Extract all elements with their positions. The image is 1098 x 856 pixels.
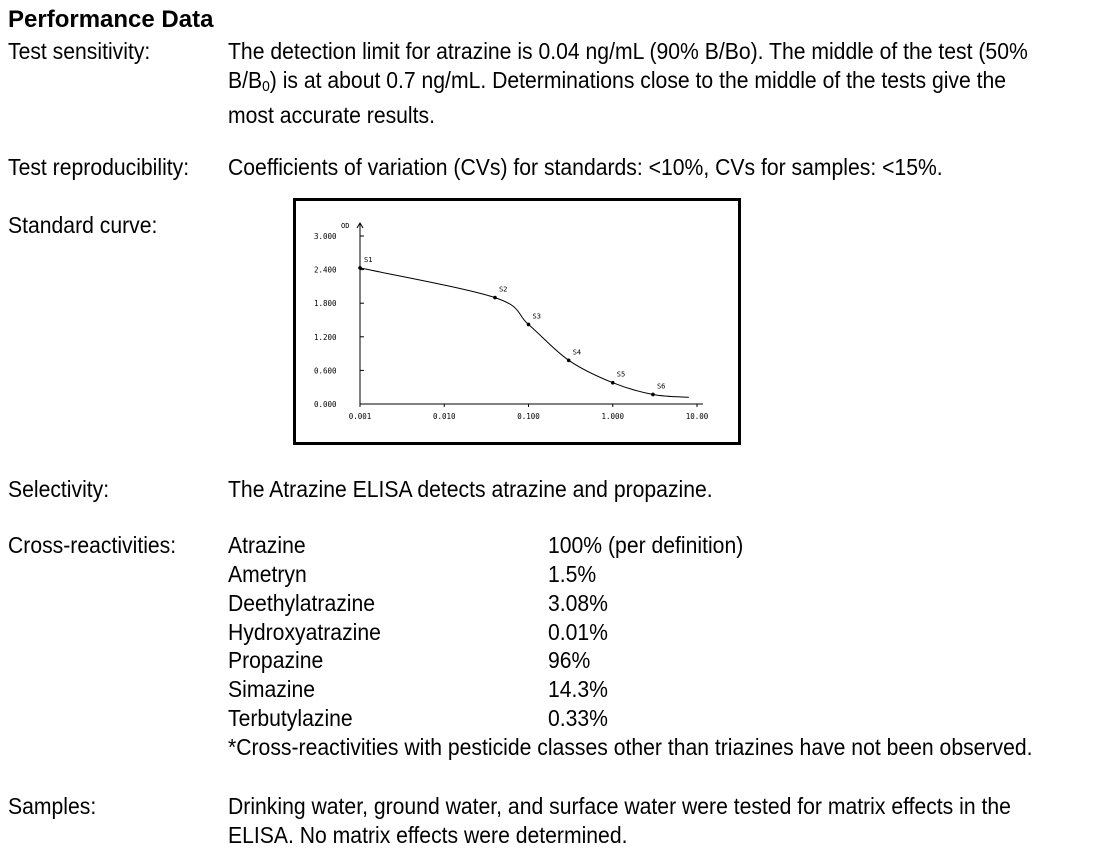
cross-reactivity-name: Hydroxyatrazine <box>228 619 381 645</box>
y-tick-label: 3.000 <box>314 232 337 241</box>
cross-reactivity-name: Deethylatrazine <box>228 590 376 616</box>
cross-reactivity-value: 0.01% <box>548 619 609 645</box>
y-tick-label: 1.200 <box>314 332 337 342</box>
cross-reactivity-name: Atrazine <box>228 532 306 558</box>
data-point <box>611 381 615 385</box>
data-point-label: S4 <box>572 348 582 357</box>
data-point-label: S1 <box>364 255 373 264</box>
x-tick-label: 1.000 <box>601 412 625 421</box>
cross-reactivity-value: 0.33% <box>548 705 609 731</box>
standard-curve-label: Standard curve: <box>8 212 158 238</box>
cross-reactivity-value: 96% <box>548 647 591 673</box>
sensitivity-line-1: The detection limit for atrazine is 0.04 ng/mL (90% B/Bo). The middle of the test (50% <box>228 38 1028 64</box>
cross-reactivity-value: 3.08% <box>548 590 609 616</box>
cross-reactivity-name: Terbutylazine <box>228 705 353 731</box>
cross-reactivity-name: Ametryn <box>228 561 307 587</box>
cross-reactivity-value: 100% (per definition) <box>548 532 744 558</box>
selectivity-label: Selectivity: <box>8 476 110 502</box>
sensitivity-line-2-pre: B/B <box>228 67 263 93</box>
data-point <box>527 323 531 327</box>
sensitivity-line-2-post: ) is at about 0.7 ng/mL. Determinations close to the middle of the tests give the <box>269 67 1007 93</box>
sensitivity-text <box>228 37 1084 130</box>
standard-curve-line <box>360 268 689 397</box>
cross-reactivity-value: 1.5% <box>548 561 597 587</box>
cross-reactivity-note: *Cross-reactivities with pesticide classes other than triazines have not been observed. <box>228 734 1033 760</box>
data-point <box>358 266 362 270</box>
data-point <box>567 359 571 363</box>
x-tick-label: 10.00 <box>685 412 709 421</box>
standard-curve-svg <box>296 201 738 442</box>
samples-line-1: Drinking water, ground water, and surface water were tested for matrix effects in the <box>228 793 1011 819</box>
sensitivity-line-3: most accurate results. <box>228 102 435 128</box>
samples-text <box>228 792 1084 850</box>
page-title: Performance Data <box>8 6 214 33</box>
reproducibility-text: Coefficients of variation (CVs) for standards: <10%, CVs for samples: <15%. <box>228 154 943 180</box>
cross-reactivities-label: Cross-reactivities: <box>8 532 177 558</box>
data-point-label: S6 <box>656 382 666 391</box>
data-point <box>651 393 655 397</box>
standard-curve-chart <box>293 198 741 445</box>
y-tick-label: 2.400 <box>314 265 337 275</box>
cross-reactivity-value: 14.3% <box>548 676 609 702</box>
x-tick-label: 0.010 <box>432 412 456 421</box>
data-point-label: S3 <box>532 312 541 321</box>
sensitivity-subscript: 0 <box>262 78 270 95</box>
sensitivity-line-2 <box>228 66 1084 101</box>
y-axis-title: OD <box>341 222 350 230</box>
x-tick-label: 0.100 <box>517 412 540 421</box>
samples-line-2: ELISA. No matrix effects were determined. <box>228 822 628 848</box>
x-tick-label: 0.001 <box>348 412 372 421</box>
sensitivity-label: Test sensitivity: <box>8 38 151 64</box>
cross-reactivity-name: Propazine <box>228 647 324 673</box>
cross-reactivity-name: Simazine <box>228 676 316 702</box>
reproducibility-label: Test reproducibility: <box>8 154 190 180</box>
data-point-label: S5 <box>616 370 626 379</box>
selectivity-text: The Atrazine ELISA detects atrazine and propazine. <box>228 476 713 502</box>
y-tick-label: 0.600 <box>314 366 337 376</box>
y-tick-label: 1.800 <box>314 299 337 309</box>
y-tick-label: 0.000 <box>314 400 337 409</box>
data-point-label: S2 <box>498 285 508 294</box>
samples-label: Samples: <box>8 793 97 819</box>
data-point <box>493 296 497 300</box>
